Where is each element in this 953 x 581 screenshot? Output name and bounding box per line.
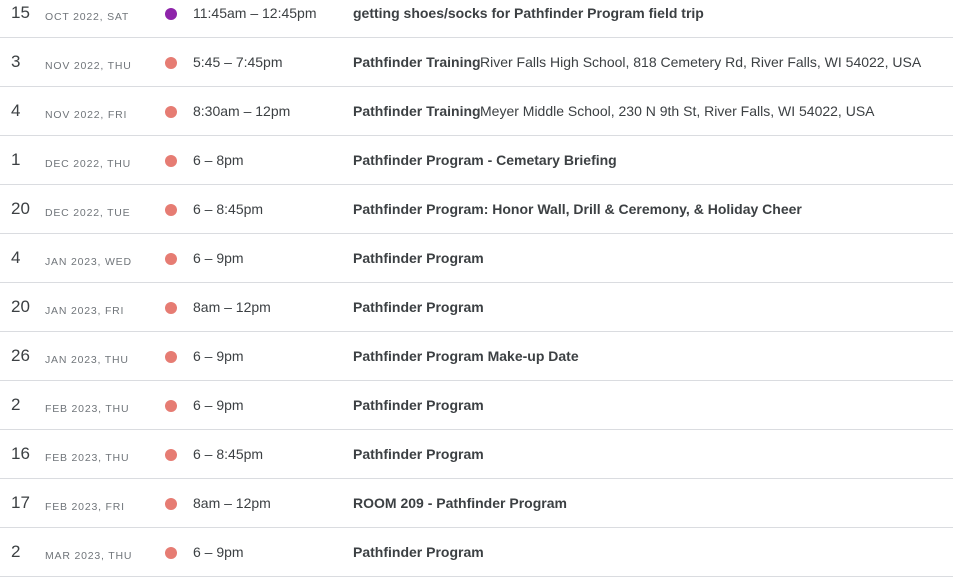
event-day: 3 [11, 52, 21, 71]
event-month-weekday: JAN 2023, WED [45, 256, 132, 268]
event-month-weekday: FEB 2023, THU [45, 452, 130, 464]
event-day: 26 [11, 346, 30, 365]
event-day: 1 [11, 150, 21, 169]
calendar-color-dot [165, 57, 177, 69]
event-title[interactable]: Pathfinder Training [353, 54, 481, 70]
event-day: 20 [11, 297, 30, 316]
event-location: River Falls High School, 818 Cemetery Rd, River Falls, WI 54022, USA [480, 54, 922, 70]
event-row[interactable] [0, 381, 953, 430]
event-time: 6 – 9pm [193, 348, 244, 364]
event-title[interactable]: ROOM 209 - Pathfinder Program [353, 495, 567, 511]
event-month-weekday: FEB 2023, THU [45, 403, 130, 415]
event-month-weekday: DEC 2022, THU [45, 158, 132, 170]
event-time: 6 – 8pm [193, 152, 244, 168]
event-month-weekday: FEB 2023, FRI [45, 501, 125, 513]
event-row[interactable] [0, 430, 953, 479]
event-month-weekday: DEC 2022, TUE [45, 207, 131, 219]
calendar-color-dot [165, 351, 177, 363]
event-title[interactable]: Pathfinder Program [353, 544, 484, 560]
event-month-weekday: NOV 2022, FRI [45, 109, 128, 121]
event-row[interactable] [0, 87, 953, 136]
event-row[interactable] [0, 234, 953, 283]
event-row[interactable] [0, 283, 953, 332]
event-day: 2 [11, 542, 21, 561]
event-row[interactable] [0, 185, 953, 234]
event-row[interactable] [0, 479, 953, 528]
event-month-weekday: OCT 2022, SAT [45, 11, 130, 23]
calendar-color-dot [165, 547, 177, 559]
calendar-color-dot [165, 400, 177, 412]
event-day: 17 [11, 493, 30, 512]
calendar-color-dot [165, 106, 177, 118]
event-day: 4 [11, 101, 21, 120]
event-time: 8am – 12pm [193, 299, 271, 315]
event-row[interactable] [0, 332, 953, 381]
calendar-color-dot [165, 155, 177, 167]
event-time: 8am – 12pm [193, 495, 271, 511]
event-title[interactable]: Pathfinder Program [353, 446, 484, 462]
event-title[interactable]: getting shoes/socks for Pathfinder Program field trip [353, 5, 704, 21]
event-title[interactable]: Pathfinder Program [353, 397, 484, 413]
calendar-color-dot [165, 302, 177, 314]
calendar-color-dot [165, 253, 177, 265]
event-time: 6 – 9pm [193, 544, 244, 560]
event-month-weekday: MAR 2023, THU [45, 550, 133, 562]
event-row[interactable] [0, 136, 953, 185]
calendar-color-dot [165, 449, 177, 461]
event-day: 4 [11, 248, 21, 267]
event-title[interactable]: Pathfinder Program [353, 299, 484, 315]
event-row[interactable] [0, 38, 953, 87]
calendar-color-dot [165, 498, 177, 510]
event-title[interactable]: Pathfinder Training [353, 103, 481, 119]
event-title[interactable]: Pathfinder Program: Honor Wall, Drill & Ceremony, & Holiday Cheer [353, 201, 802, 217]
event-row[interactable] [0, 0, 953, 38]
event-title[interactable]: Pathfinder Program Make-up Date [353, 348, 579, 364]
event-month-weekday: JAN 2023, FRI [45, 305, 125, 317]
event-time: 11:45am – 12:45pm [193, 5, 317, 21]
calendar-color-dot [165, 204, 177, 216]
event-title[interactable]: Pathfinder Program - Cemetary Briefing [353, 152, 617, 168]
event-title[interactable]: Pathfinder Program [353, 250, 484, 266]
event-month-weekday: NOV 2022, THU [45, 60, 132, 72]
event-day: 2 [11, 395, 21, 414]
event-day: 15 [11, 3, 30, 22]
event-time: 5:45 – 7:45pm [193, 54, 283, 70]
event-row[interactable] [0, 528, 953, 577]
event-time: 8:30am – 12pm [193, 103, 291, 119]
event-month-weekday: JAN 2023, THU [45, 354, 129, 366]
event-time: 6 – 9pm [193, 397, 244, 413]
event-location: Meyer Middle School, 230 N 9th St, River Falls, WI 54022, USA [480, 103, 875, 119]
event-day: 16 [11, 444, 30, 463]
calendar-color-dot [165, 8, 177, 20]
event-time: 6 – 8:45pm [193, 201, 264, 217]
event-time: 6 – 9pm [193, 250, 244, 266]
event-time: 6 – 8:45pm [193, 446, 264, 462]
event-day: 20 [11, 199, 30, 218]
